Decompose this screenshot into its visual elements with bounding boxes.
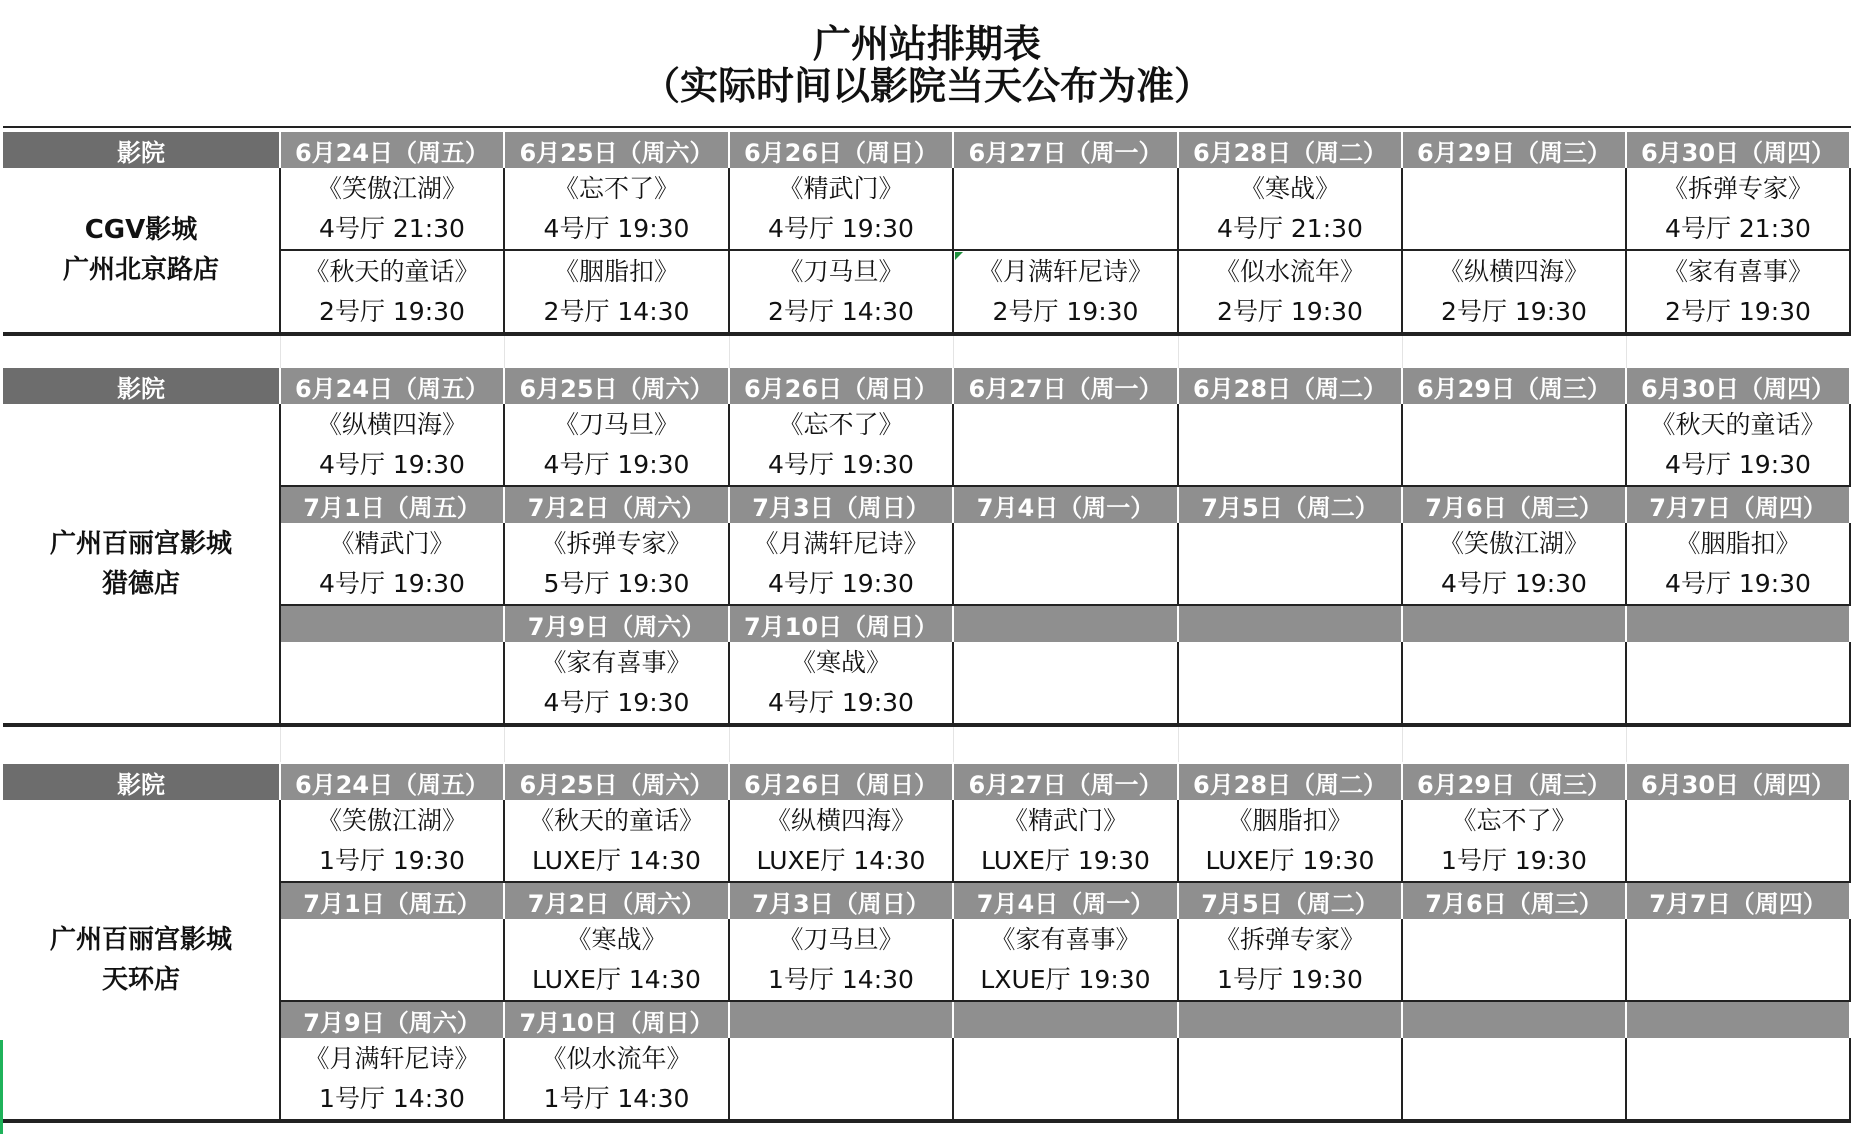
date-header: 6月27日（周一） — [954, 132, 1179, 168]
empty-screening-cell — [1403, 404, 1627, 487]
empty-screening-cell — [954, 404, 1179, 487]
screening-cell[interactable] — [730, 919, 954, 1002]
hall-time: LUXE厅 14:30 — [532, 845, 701, 875]
empty-screening-cell — [1403, 168, 1627, 251]
spacer-cell — [1403, 727, 1627, 762]
empty-header-cell — [1179, 606, 1403, 642]
cinema-column-header: 影院 — [3, 368, 281, 404]
schedule-sheet — [3, 0, 1851, 1134]
hall-time: 1号厅 19:30 — [1441, 845, 1587, 875]
spacer-cell — [281, 336, 505, 371]
hall-time: 4号厅 19:30 — [319, 449, 465, 479]
screening-cell[interactable] — [1179, 919, 1403, 1002]
hall-time: 5号厅 19:30 — [543, 568, 690, 598]
date-header: 6月30日（周四） — [1627, 368, 1851, 404]
cinema-name-line: 广州百丽宫影城 — [49, 528, 232, 559]
hall-time: 2号厅 19:30 — [1217, 296, 1363, 326]
film-title: 《刀马旦》 — [553, 409, 679, 439]
spacer-cell — [281, 727, 505, 762]
screening-cell[interactable] — [505, 800, 730, 883]
empty-screening-cell — [1627, 642, 1851, 725]
empty-header-cell — [281, 606, 505, 642]
date-header: 6月28日（周二） — [1179, 368, 1403, 404]
empty-screening-cell — [1179, 642, 1403, 725]
schedule-subtitle: （实际时间以影院当天公布为准） — [641, 64, 1212, 108]
film-title: 《忘不了》 — [1451, 805, 1577, 835]
film-title: 《刀马旦》 — [778, 924, 904, 954]
empty-header-cell — [1627, 606, 1851, 642]
spacer-cell — [1179, 727, 1403, 762]
spacer-cell — [954, 336, 1179, 371]
empty-screening-cell — [954, 1038, 1179, 1121]
screening-cell[interactable] — [730, 523, 954, 606]
hall-time: 1号厅 19:30 — [1217, 964, 1363, 994]
date-header: 7月3日（周日） — [730, 487, 954, 523]
date-header: 7月1日（周五） — [281, 883, 505, 919]
empty-header-cell — [1627, 1002, 1851, 1038]
empty-header-cell — [954, 1002, 1179, 1038]
film-title: 《秋天的童话》 — [1650, 409, 1826, 439]
screening-cell[interactable] — [1179, 168, 1403, 251]
hall-time: 2号厅 19:30 — [1665, 296, 1811, 326]
hall-time: 4号厅 19:30 — [768, 568, 914, 598]
screening-cell[interactable] — [281, 800, 505, 883]
screening-cell[interactable] — [1627, 168, 1851, 251]
empty-screening-cell — [1179, 404, 1403, 487]
screening-cell[interactable] — [505, 251, 730, 334]
date-header: 7月7日（周四） — [1627, 883, 1851, 919]
date-header: 6月28日（周二） — [1179, 764, 1403, 800]
hall-time: LUXE厅 19:30 — [981, 845, 1150, 875]
hall-time: 2号厅 14:30 — [543, 296, 690, 326]
date-header: 7月9日（周六） — [281, 1002, 505, 1038]
date-header: 7月6日（周三） — [1403, 883, 1627, 919]
hall-time: 4号厅 19:30 — [1665, 568, 1811, 598]
screening-cell[interactable] — [1403, 251, 1627, 334]
screening-cell[interactable] — [954, 251, 1179, 334]
spacer-cell — [505, 336, 730, 371]
screening-cell[interactable] — [281, 168, 505, 251]
date-header: 6月25日（周六） — [505, 764, 730, 800]
film-title: 《纵横四海》 — [1438, 256, 1589, 286]
screening-cell[interactable] — [281, 251, 505, 334]
spacer-cell — [954, 727, 1179, 762]
film-title: 《胭脂扣》 — [1227, 805, 1353, 835]
screening-cell[interactable] — [954, 800, 1179, 883]
date-header: 6月30日（周四） — [1627, 764, 1851, 800]
cell-comment-marker — [955, 252, 963, 260]
film-title: 《笑傲江湖》 — [316, 805, 467, 835]
date-header: 7月7日（周四） — [1627, 487, 1851, 523]
cinema-name-line: 广州北京路店 — [62, 255, 219, 285]
date-header: 6月26日（周日） — [730, 368, 954, 404]
film-title: 《秋天的童话》 — [528, 805, 704, 835]
date-header: 6月25日（周六） — [505, 368, 730, 404]
screening-cell[interactable] — [281, 404, 505, 487]
screening-cell[interactable] — [505, 523, 730, 606]
screening-cell[interactable] — [1627, 523, 1851, 606]
empty-screening-cell — [1403, 919, 1627, 1002]
film-title: 《似水流年》 — [1214, 256, 1365, 286]
film-title: 《似水流年》 — [541, 1043, 692, 1073]
screening-cell[interactable] — [730, 168, 954, 251]
screening-cell[interactable] — [1627, 251, 1851, 334]
screening-cell[interactable] — [505, 642, 730, 725]
film-title: 《家有喜事》 — [1662, 256, 1813, 286]
empty-header-cell — [730, 1002, 954, 1038]
date-header: 7月3日（周日） — [730, 883, 954, 919]
screening-cell[interactable] — [1179, 800, 1403, 883]
empty-screening-cell — [1627, 919, 1851, 1002]
screening-cell[interactable] — [1179, 251, 1403, 334]
film-title: 《精武门》 — [778, 173, 904, 203]
date-header: 6月28日（周二） — [1179, 132, 1403, 168]
screening-cell[interactable] — [505, 168, 730, 251]
film-title: 《笑傲江湖》 — [1438, 528, 1589, 558]
screening-cell[interactable] — [730, 251, 954, 334]
spacer-cell — [1179, 336, 1403, 371]
hall-time: 4号厅 19:30 — [543, 213, 690, 243]
date-header: 7月5日（周二） — [1179, 487, 1403, 523]
empty-header-cell — [954, 606, 1179, 642]
spacer-cell — [730, 336, 954, 371]
hall-time: LUXE厅 19:30 — [1205, 845, 1375, 875]
screening-cell[interactable] — [730, 642, 954, 725]
empty-screening-cell — [1627, 1038, 1851, 1121]
film-title: 《月满轩尼诗》 — [753, 528, 929, 558]
hall-time: 4号厅 19:30 — [319, 568, 465, 598]
film-title: 《寒战》 — [566, 924, 667, 954]
empty-screening-cell — [954, 642, 1179, 725]
cinema-name-line: 广州百丽宫影城 — [49, 924, 232, 955]
screening-cell[interactable] — [730, 800, 954, 883]
film-title: 《家有喜事》 — [541, 647, 692, 677]
film-title: 《月满轩尼诗》 — [304, 1043, 480, 1073]
hall-time: 4号厅 19:30 — [1665, 449, 1811, 479]
screening-cell[interactable] — [505, 919, 730, 1002]
film-title: 《纵横四海》 — [316, 409, 467, 439]
film-title: 《秋天的童话》 — [304, 256, 480, 286]
empty-screening-cell — [954, 523, 1179, 606]
hall-time: 4号厅 19:30 — [543, 687, 690, 717]
hall-time: 1号厅 14:30 — [319, 1083, 465, 1113]
hall-time: 4号厅 19:30 — [768, 449, 914, 479]
film-title: 《忘不了》 — [778, 409, 904, 439]
date-header: 6月30日（周四） — [1627, 132, 1851, 168]
film-title: 《寒战》 — [790, 647, 891, 677]
film-title: 《月满轩尼诗》 — [977, 256, 1153, 286]
spacer-cell — [1403, 336, 1627, 371]
date-header: 6月29日（周三） — [1403, 368, 1627, 404]
hall-time: 2号厅 19:30 — [992, 296, 1139, 326]
film-title: 《笑傲江湖》 — [316, 173, 467, 203]
cinema-name — [3, 168, 281, 334]
film-title: 《拆弹专家》 — [1662, 173, 1813, 203]
screening-cell[interactable] — [1403, 800, 1627, 883]
hall-time: LUXE厅 14:30 — [756, 845, 926, 875]
film-title: 《胭脂扣》 — [553, 256, 679, 286]
hall-time: 1号厅 14:30 — [543, 1083, 690, 1113]
film-title: 《精武门》 — [329, 528, 455, 558]
film-title: 《纵横四海》 — [765, 805, 916, 835]
date-header: 7月5日（周二） — [1179, 883, 1403, 919]
screening-cell[interactable] — [1403, 523, 1627, 606]
hall-time: 4号厅 21:30 — [1665, 213, 1811, 243]
screening-cell[interactable] — [281, 1038, 505, 1121]
empty-screening-cell — [1179, 1038, 1403, 1121]
hall-time: LUXE厅 14:30 — [532, 964, 701, 994]
date-header: 7月10日（周日） — [730, 606, 954, 642]
hall-time: 1号厅 19:30 — [319, 845, 465, 875]
film-title: 《忘不了》 — [553, 173, 679, 203]
hall-time: 4号厅 19:30 — [543, 449, 690, 479]
date-header: 7月2日（周六） — [505, 487, 730, 523]
screening-cell[interactable] — [505, 404, 730, 487]
cinema-name-line: 猎德店 — [101, 568, 180, 599]
hall-time: 2号厅 19:30 — [1441, 296, 1587, 326]
hall-time: 2号厅 14:30 — [768, 296, 914, 326]
sheet-edge-marker — [0, 1040, 3, 1134]
film-title: 《精武门》 — [1002, 805, 1128, 835]
hall-time: 4号厅 19:30 — [768, 213, 914, 243]
cinema-column-header: 影院 — [3, 764, 281, 800]
date-header: 6月25日（周六） — [505, 132, 730, 168]
screening-cell[interactable] — [281, 523, 505, 606]
empty-header-cell — [1179, 1002, 1403, 1038]
date-header: 7月10日（周日） — [505, 1002, 730, 1038]
cinema-column-header: 影院 — [3, 132, 281, 168]
date-header: 7月4日（周一） — [954, 883, 1179, 919]
date-header: 7月9日（周六） — [505, 606, 730, 642]
hall-time: 4号厅 21:30 — [319, 213, 465, 243]
screening-cell[interactable] — [730, 404, 954, 487]
screening-cell[interactable] — [505, 1038, 730, 1121]
cinema-name-line: 天环店 — [101, 964, 180, 995]
date-header: 6月29日（周三） — [1403, 764, 1627, 800]
schedule-title: 广州站排期表 — [812, 22, 1041, 66]
empty-screening-cell — [954, 168, 1179, 251]
date-header: 6月26日（周日） — [730, 764, 954, 800]
cinema-name — [3, 800, 281, 1121]
hall-time: 1号厅 14:30 — [768, 964, 914, 994]
screening-cell[interactable] — [954, 919, 1179, 1002]
spacer-cell — [3, 336, 281, 371]
empty-screening-cell — [730, 1038, 954, 1121]
date-header: 6月27日（周一） — [954, 368, 1179, 404]
hall-time: 2号厅 19:30 — [319, 296, 465, 326]
film-title: 《刀马旦》 — [778, 256, 904, 286]
empty-screening-cell — [1179, 523, 1403, 606]
empty-screening-cell — [1627, 800, 1851, 883]
hall-time: 4号厅 19:30 — [768, 687, 914, 717]
date-header: 6月29日（周三） — [1403, 132, 1627, 168]
date-header: 7月6日（周三） — [1403, 487, 1627, 523]
film-title: 《家有喜事》 — [990, 924, 1141, 954]
date-header: 6月24日（周五） — [281, 132, 505, 168]
cinema-name — [3, 404, 281, 725]
film-title: 《拆弹专家》 — [541, 528, 692, 558]
film-title: 《胭脂扣》 — [1675, 528, 1801, 558]
hall-time: LXUE厅 19:30 — [980, 964, 1151, 994]
empty-screening-cell — [1403, 1038, 1627, 1121]
spacer-cell — [505, 727, 730, 762]
film-title: 《寒战》 — [1239, 173, 1340, 203]
hall-time: 4号厅 19:30 — [1441, 568, 1587, 598]
date-header: 7月4日（周一） — [954, 487, 1179, 523]
date-header: 7月2日（周六） — [505, 883, 730, 919]
date-header: 6月26日（周日） — [730, 132, 954, 168]
date-header: 6月27日（周一） — [954, 764, 1179, 800]
spacer-cell — [730, 727, 954, 762]
empty-header-cell — [1403, 1002, 1627, 1038]
screening-cell[interactable] — [1627, 404, 1851, 487]
empty-screening-cell — [281, 642, 505, 725]
empty-screening-cell — [281, 919, 505, 1002]
date-header: 6月24日（周五） — [281, 764, 505, 800]
section-bottom-rule — [3, 1121, 1851, 1123]
cinema-name-line: CGV影城 — [84, 215, 198, 245]
title-divider — [3, 126, 1851, 128]
hall-time: 4号厅 21:30 — [1217, 213, 1363, 243]
empty-screening-cell — [1403, 642, 1627, 725]
date-header: 6月24日（周五） — [281, 368, 505, 404]
empty-header-cell — [1403, 606, 1627, 642]
date-header: 7月1日（周五） — [281, 487, 505, 523]
spacer-cell — [3, 727, 281, 762]
film-title: 《拆弹专家》 — [1214, 924, 1365, 954]
